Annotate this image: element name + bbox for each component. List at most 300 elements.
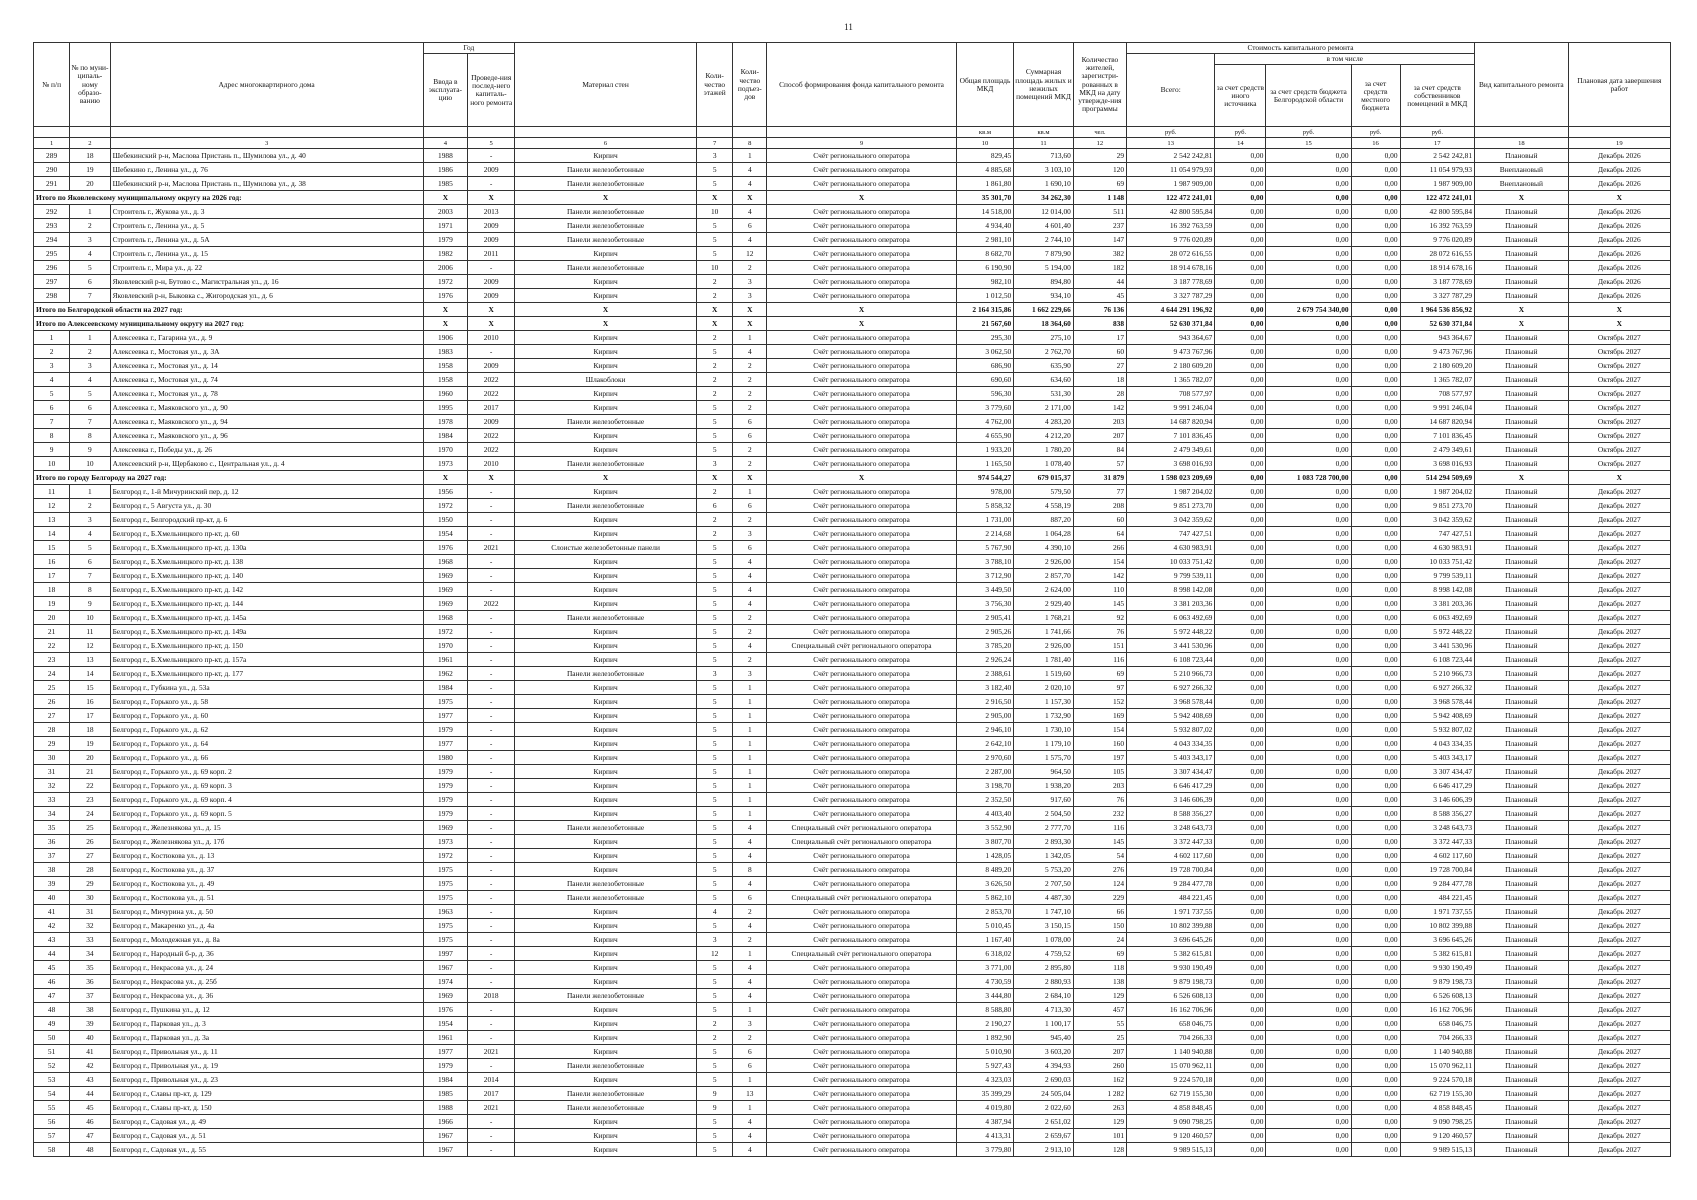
- table-cell: 2 926,00: [1014, 555, 1074, 569]
- table-cell: 291: [34, 177, 70, 191]
- table-cell: 0,00: [1215, 1031, 1266, 1045]
- table-cell: 704 266,33: [1400, 1031, 1475, 1045]
- table-cell: Декабрь 2026: [1568, 219, 1670, 233]
- subtotal-cell: X: [423, 317, 468, 331]
- table-cell: 0,00: [1266, 975, 1351, 989]
- table-cell: 0,00: [1215, 751, 1266, 765]
- table-cell: 2: [697, 373, 733, 387]
- table-cell: Плановый: [1475, 1087, 1569, 1101]
- table-cell: 16 392 763,59: [1400, 219, 1475, 233]
- table-cell: 116: [1073, 653, 1126, 667]
- table-cell: 0,00: [1351, 597, 1400, 611]
- table-cell: 2: [733, 905, 767, 919]
- table-cell: 0,00: [1351, 793, 1400, 807]
- table-cell: Кирпич: [515, 485, 697, 499]
- table-cell: Панели железобетонные: [515, 163, 697, 177]
- table-cell: 1963: [423, 905, 468, 919]
- table-cell: Счёт регионального оператора: [767, 499, 956, 513]
- table-cell: 3 187 778,69: [1127, 275, 1215, 289]
- table-cell: 105: [1073, 765, 1126, 779]
- table-cell: 2: [697, 275, 733, 289]
- subtotal-cell: 35 301,70: [956, 191, 1013, 205]
- table-cell: 26: [34, 695, 70, 709]
- subtotal-cell: 76 136: [1073, 303, 1126, 317]
- table-cell: 84: [1073, 443, 1126, 457]
- table-cell: 0,00: [1266, 653, 1351, 667]
- table-cell: 0,00: [1215, 219, 1266, 233]
- table-cell: 4 283,20: [1014, 415, 1074, 429]
- table-cell: -: [468, 709, 515, 723]
- table-row: [34, 709, 1671, 723]
- table-cell: 0,00: [1351, 1087, 1400, 1101]
- table-cell: 52: [34, 1059, 70, 1073]
- table-cell: 0,00: [1351, 681, 1400, 695]
- table-cell: 1975: [423, 933, 468, 947]
- table-cell: Белгород г., Горького ул., д. 62: [110, 723, 423, 737]
- table-row: [34, 695, 1671, 709]
- table-cell: Счёт регионального оператора: [767, 653, 956, 667]
- table-cell: 6 646 417,29: [1400, 779, 1475, 793]
- table-cell: Плановый: [1475, 863, 1569, 877]
- table-cell: Белгород г., Горького ул., д. 69 корп. 2: [110, 765, 423, 779]
- table-cell: 0,00: [1266, 751, 1351, 765]
- table-cell: 1: [733, 149, 767, 163]
- table-cell: 28: [34, 723, 70, 737]
- table-cell: 0,00: [1351, 429, 1400, 443]
- table-cell: -: [468, 513, 515, 527]
- table-cell: 6 318,02: [956, 947, 1013, 961]
- column-number: 4: [423, 138, 468, 149]
- table-cell: Кирпич: [515, 975, 697, 989]
- table-cell: 60: [1073, 513, 1126, 527]
- table-cell: Кирпич: [515, 1129, 697, 1143]
- table-cell: 0,00: [1351, 401, 1400, 415]
- subtotal-cell: X: [468, 191, 515, 205]
- table-cell: Панели железобетонные: [515, 821, 697, 835]
- table-cell: Белгород г., Некрасова ул., д. 25б: [110, 975, 423, 989]
- table-cell: 2: [697, 513, 733, 527]
- table-cell: 169: [1073, 709, 1126, 723]
- table-cell: 46: [70, 1115, 110, 1129]
- table-cell: 0,00: [1351, 863, 1400, 877]
- table-cell: 0,00: [1351, 1101, 1400, 1115]
- col-header-incl-group: в том числе: [1215, 54, 1475, 65]
- column-number: 8: [733, 138, 767, 149]
- table-cell: 2: [70, 219, 110, 233]
- table-cell: 3: [697, 149, 733, 163]
- table-cell: 4: [70, 527, 110, 541]
- table-cell: 0,00: [1215, 863, 1266, 877]
- table-cell: 0,00: [1351, 751, 1400, 765]
- table-cell: 0,00: [1266, 1031, 1351, 1045]
- table-cell: 0,00: [1215, 905, 1266, 919]
- table-cell: 1 987 909,00: [1127, 177, 1215, 191]
- table-cell: 3 449,50: [956, 583, 1013, 597]
- table-cell: 5 210 966,73: [1127, 667, 1215, 681]
- table-cell: Кирпич: [515, 779, 697, 793]
- table-cell: 0,00: [1351, 205, 1400, 219]
- table-cell: 708 577,97: [1127, 387, 1215, 401]
- table-cell: 0,00: [1351, 485, 1400, 499]
- table-cell: 1971: [423, 219, 468, 233]
- table-cell: 4: [733, 639, 767, 653]
- table-cell: 0,00: [1266, 149, 1351, 163]
- subtotal-cell: X: [767, 471, 956, 485]
- table-cell: 1: [733, 485, 767, 499]
- table-cell: Счёт регионального оператора: [767, 849, 956, 863]
- table-cell: 197: [1073, 751, 1126, 765]
- table-cell: Декабрь 2026: [1568, 247, 1670, 261]
- table-cell: 294: [34, 233, 70, 247]
- table-cell: 36: [70, 975, 110, 989]
- table-cell: 1984: [423, 1073, 468, 1087]
- table-row: [34, 555, 1671, 569]
- table-cell: Алексеевский р-н, Щербаково с., Центральная ул., д. 4: [110, 457, 423, 471]
- table-cell: 0,00: [1266, 709, 1351, 723]
- table-cell: 4: [70, 373, 110, 387]
- table-cell: 76: [1073, 625, 1126, 639]
- table-cell: -: [468, 793, 515, 807]
- subtotal-cell: X: [697, 191, 733, 205]
- table-cell: Белгород г., Б.Хмельницкого пр-кт, д. 138: [110, 555, 423, 569]
- table-cell: -: [468, 261, 515, 275]
- table-cell: 0,00: [1266, 1115, 1351, 1129]
- table-cell: Алексеевка г., Победы ул., д. 26: [110, 443, 423, 457]
- table-cell: Декабрь 2026: [1568, 163, 1670, 177]
- table-cell: 154: [1073, 723, 1126, 737]
- table-cell: Панели железобетонные: [515, 233, 697, 247]
- table-cell: 24: [34, 667, 70, 681]
- table-cell: 0,00: [1266, 485, 1351, 499]
- table-cell: 0,00: [1351, 961, 1400, 975]
- table-cell: 207: [1073, 429, 1126, 443]
- table-cell: 3 441 530,96: [1400, 639, 1475, 653]
- table-cell: 29: [34, 737, 70, 751]
- table-cell: Белгород г., Народный б-р, д. 36: [110, 947, 423, 961]
- table-cell: Декабрь 2026: [1568, 177, 1670, 191]
- table-cell: Плановый: [1475, 1003, 1569, 1017]
- subtotal-cell: X: [1568, 191, 1670, 205]
- table-cell: Октябрь 2027: [1568, 429, 1670, 443]
- table-row: [34, 387, 1671, 401]
- table-cell: 484 221,45: [1400, 891, 1475, 905]
- table-cell: 0,00: [1351, 247, 1400, 261]
- table-row: [34, 177, 1671, 191]
- table-cell: 4: [733, 1143, 767, 1157]
- subtotal-cell: X: [1475, 303, 1569, 317]
- table-cell: 0,00: [1266, 737, 1351, 751]
- table-cell: 6: [70, 275, 110, 289]
- table-cell: 5: [697, 625, 733, 639]
- table-cell: Белгород г., Б.Хмельницкого пр-кт, д. 140: [110, 569, 423, 583]
- table-cell: 4: [733, 961, 767, 975]
- table-cell: 1975: [423, 891, 468, 905]
- table-cell: Плановый: [1475, 793, 1569, 807]
- table-cell: 5 194,00: [1014, 261, 1074, 275]
- table-cell: Счёт регионального оператора: [767, 681, 956, 695]
- table-cell: 3 248 643,73: [1127, 821, 1215, 835]
- unit-label: кв.м: [1014, 127, 1074, 138]
- table-cell: 12: [697, 947, 733, 961]
- table-cell: 0,00: [1351, 1031, 1400, 1045]
- table-cell: 978,00: [956, 485, 1013, 499]
- table-cell: 3 698 016,93: [1127, 457, 1215, 471]
- table-cell: 9: [697, 1101, 733, 1115]
- table-cell: Счёт регионального оператора: [767, 1031, 956, 1045]
- table-cell: 894,80: [1014, 275, 1074, 289]
- table-cell: 5: [697, 401, 733, 415]
- table-cell: 1 892,90: [956, 1031, 1013, 1045]
- table-cell: 704 266,33: [1127, 1031, 1215, 1045]
- table-cell: Плановый: [1475, 919, 1569, 933]
- table-cell: 0,00: [1351, 1017, 1400, 1031]
- table-cell: 5: [697, 709, 733, 723]
- table-cell: 29: [70, 877, 110, 891]
- table-cell: 4: [733, 345, 767, 359]
- subtotal-cell: 514 294 509,69: [1400, 471, 1475, 485]
- table-cell: 1 861,80: [956, 177, 1013, 191]
- table-cell: Декабрь 2027: [1568, 807, 1670, 821]
- table-cell: 3 187 778,69: [1400, 275, 1475, 289]
- table-cell: 0,00: [1215, 793, 1266, 807]
- table-cell: 6 927 266,32: [1400, 681, 1475, 695]
- table-cell: Специальный счёт регионального оператора: [767, 947, 956, 961]
- table-cell: 634,60: [1014, 373, 1074, 387]
- table-cell: -: [468, 737, 515, 751]
- table-cell: 3 779,60: [956, 401, 1013, 415]
- table-cell: 1 730,10: [1014, 723, 1074, 737]
- subtotal-cell: X: [1568, 317, 1670, 331]
- table-cell: 5: [697, 1059, 733, 1073]
- subtotal-cell: 0,00: [1215, 471, 1266, 485]
- table-cell: 1972: [423, 275, 468, 289]
- table-cell: Плановый: [1475, 1101, 1569, 1115]
- table-cell: Кирпич: [515, 625, 697, 639]
- table-cell: 20: [70, 751, 110, 765]
- table-cell: 0,00: [1351, 555, 1400, 569]
- table-cell: 1 365 782,07: [1127, 373, 1215, 387]
- table-cell: 2009: [468, 275, 515, 289]
- table-cell: Декабрь 2027: [1568, 597, 1670, 611]
- table-cell: 0,00: [1266, 345, 1351, 359]
- table-cell: 0,00: [1351, 807, 1400, 821]
- table-cell: Кирпич: [515, 1115, 697, 1129]
- table-cell: 917,60: [1014, 793, 1074, 807]
- table-cell: 4 762,00: [956, 415, 1013, 429]
- table-cell: 92: [1073, 611, 1126, 625]
- table-cell: 1972: [423, 849, 468, 863]
- table-cell: -: [468, 751, 515, 765]
- table-row: [34, 877, 1671, 891]
- table-cell: Декабрь 2027: [1568, 737, 1670, 751]
- table-cell: 2: [697, 485, 733, 499]
- table-cell: 6: [733, 429, 767, 443]
- table-cell: 0,00: [1351, 415, 1400, 429]
- table-cell: 0,00: [1351, 541, 1400, 555]
- table-cell: 0,00: [1215, 149, 1266, 163]
- subtotal-cell: X: [1568, 471, 1670, 485]
- table-cell: 5: [697, 723, 733, 737]
- table-cell: 142: [1073, 569, 1126, 583]
- table-cell: 1985: [423, 1087, 468, 1101]
- table-cell: Кирпич: [515, 569, 697, 583]
- table-cell: 55: [34, 1101, 70, 1115]
- table-cell: 2 479 349,61: [1127, 443, 1215, 457]
- table-cell: 1954: [423, 1017, 468, 1031]
- subtotal-cell: 1 964 536 856,92: [1400, 303, 1475, 317]
- table-cell: Счёт регионального оператора: [767, 905, 956, 919]
- table-cell: 0,00: [1215, 373, 1266, 387]
- table-cell: -: [468, 611, 515, 625]
- table-cell: 297: [34, 275, 70, 289]
- subtotal-cell: X: [697, 471, 733, 485]
- table-cell: Декабрь 2027: [1568, 849, 1670, 863]
- table-row: [34, 513, 1671, 527]
- table-cell: Специальный счёт регионального оператора: [767, 835, 956, 849]
- table-cell: 39: [70, 1017, 110, 1031]
- table-cell: 2 659,67: [1014, 1129, 1074, 1143]
- table-cell: 5 210 966,73: [1400, 667, 1475, 681]
- subtotal-cell: 52 630 371,84: [1127, 317, 1215, 331]
- table-cell: 2: [70, 499, 110, 513]
- column-number: 18: [1475, 138, 1569, 149]
- table-cell: 3: [70, 513, 110, 527]
- table-cell: 3 042 359,62: [1400, 513, 1475, 527]
- table-cell: Плановый: [1475, 345, 1569, 359]
- table-cell: 5: [697, 653, 733, 667]
- table-cell: 9 224 570,18: [1127, 1073, 1215, 1087]
- table-cell: Строитель г., Жукова ул., д. 3: [110, 205, 423, 219]
- table-cell: 0,00: [1215, 1143, 1266, 1157]
- table-cell: 69: [1073, 667, 1126, 681]
- table-cell: 0,00: [1215, 443, 1266, 457]
- table-cell: Панели железобетонные: [515, 989, 697, 1003]
- table-cell: 5: [697, 1073, 733, 1087]
- table-cell: 0,00: [1215, 289, 1266, 303]
- table-cell: 18: [70, 723, 110, 737]
- table-cell: Алексеевка г., Гагарина ул., д. 9: [110, 331, 423, 345]
- subtotal-cell: X: [515, 317, 697, 331]
- table-cell: 3: [733, 289, 767, 303]
- table-cell: 28: [70, 863, 110, 877]
- table-cell: 9 851 273,70: [1127, 499, 1215, 513]
- table-cell: 9: [697, 1087, 733, 1101]
- table-cell: Плановый: [1475, 989, 1569, 1003]
- table-cell: 3 696 645,26: [1400, 933, 1475, 947]
- table-cell: Декабрь 2027: [1568, 1129, 1670, 1143]
- table-cell: Алексеевка г., Мостовая ул., д. 14: [110, 359, 423, 373]
- table-cell: Счёт регионального оператора: [767, 289, 956, 303]
- table-cell: Декабрь 2027: [1568, 513, 1670, 527]
- table-cell: 2022: [468, 443, 515, 457]
- col-header-year-built: Ввода в эксплуата-цию: [423, 54, 468, 127]
- table-cell: 0,00: [1351, 933, 1400, 947]
- subtotal-cell: X: [733, 471, 767, 485]
- table-cell: 1: [733, 709, 767, 723]
- table-cell: 0,00: [1266, 177, 1351, 191]
- table-row: [34, 597, 1671, 611]
- table-cell: Плановый: [1475, 653, 1569, 667]
- table-cell: 531,30: [1014, 387, 1074, 401]
- table-cell: 5 382 615,81: [1400, 947, 1475, 961]
- table-cell: Белгород г., Горького ул., д. 60: [110, 709, 423, 723]
- table-cell: Октябрь 2027: [1568, 373, 1670, 387]
- table-cell: 3 307 434,47: [1127, 765, 1215, 779]
- table-cell: 0,00: [1266, 373, 1351, 387]
- table-cell: 1968: [423, 555, 468, 569]
- table-cell: 9: [70, 443, 110, 457]
- table-cell: Панели железобетонные: [515, 499, 697, 513]
- table-cell: 6: [34, 401, 70, 415]
- table-cell: -: [468, 667, 515, 681]
- table-cell: Белгород г., Железнякова ул., д. 15: [110, 821, 423, 835]
- table-cell: 1969: [423, 597, 468, 611]
- subtotal-cell: 0,00: [1266, 317, 1351, 331]
- table-cell: 54: [1073, 849, 1126, 863]
- table-cell: 4: [34, 373, 70, 387]
- table-cell: 0,00: [1266, 429, 1351, 443]
- table-cell: 2 926,00: [1014, 639, 1074, 653]
- table-cell: 686,90: [956, 359, 1013, 373]
- table-cell: 229: [1073, 891, 1126, 905]
- column-number: 2: [70, 138, 110, 149]
- table-cell: Плановый: [1475, 443, 1569, 457]
- table-cell: 2 893,30: [1014, 835, 1074, 849]
- table-cell: 27: [1073, 359, 1126, 373]
- col-header-regional-budget: за счет средств бюджета Белгородской области: [1266, 65, 1351, 127]
- table-cell: 4 713,30: [1014, 1003, 1074, 1017]
- subtotal-cell: X: [1475, 317, 1569, 331]
- table-cell: 4 019,80: [956, 1101, 1013, 1115]
- table-cell: 6: [733, 1059, 767, 1073]
- table-cell: 0,00: [1215, 415, 1266, 429]
- table-cell: 45: [1073, 289, 1126, 303]
- table-cell: 5 767,90: [956, 541, 1013, 555]
- table-cell: 579,50: [1014, 485, 1074, 499]
- table-cell: 1: [34, 331, 70, 345]
- table-cell: 8 682,70: [956, 247, 1013, 261]
- table-cell: 0,00: [1351, 569, 1400, 583]
- table-cell: 4 601,40: [1014, 219, 1074, 233]
- table-cell: Кирпич: [515, 555, 697, 569]
- table-cell: Кирпич: [515, 1045, 697, 1059]
- table-cell: 4: [733, 569, 767, 583]
- table-cell: 5: [697, 919, 733, 933]
- table-cell: 34: [70, 947, 110, 961]
- table-cell: 110: [1073, 583, 1126, 597]
- table-cell: 0,00: [1215, 653, 1266, 667]
- table-cell: Счёт регионального оператора: [767, 233, 956, 247]
- table-cell: 3 779,80: [956, 1143, 1013, 1157]
- table-cell: 9 991 246,04: [1127, 401, 1215, 415]
- table-row: [34, 793, 1671, 807]
- table-cell: 6: [733, 1045, 767, 1059]
- table-cell: Специальный счёт регионального оператора: [767, 891, 956, 905]
- table-row: [34, 625, 1671, 639]
- table-cell: Счёт регионального оператора: [767, 583, 956, 597]
- table-cell: 9 776 020,89: [1400, 233, 1475, 247]
- table-cell: 124: [1073, 877, 1126, 891]
- table-cell: 0,00: [1215, 331, 1266, 345]
- table-cell: 9 989 515,13: [1400, 1143, 1475, 1157]
- table-cell: -: [468, 1115, 515, 1129]
- table-cell: 0,00: [1266, 1129, 1351, 1143]
- subtotal-cell: X: [1475, 191, 1569, 205]
- table-cell: 1956: [423, 485, 468, 499]
- table-cell: Кирпич: [515, 1073, 697, 1087]
- table-cell: Плановый: [1475, 373, 1569, 387]
- table-cell: 0,00: [1351, 219, 1400, 233]
